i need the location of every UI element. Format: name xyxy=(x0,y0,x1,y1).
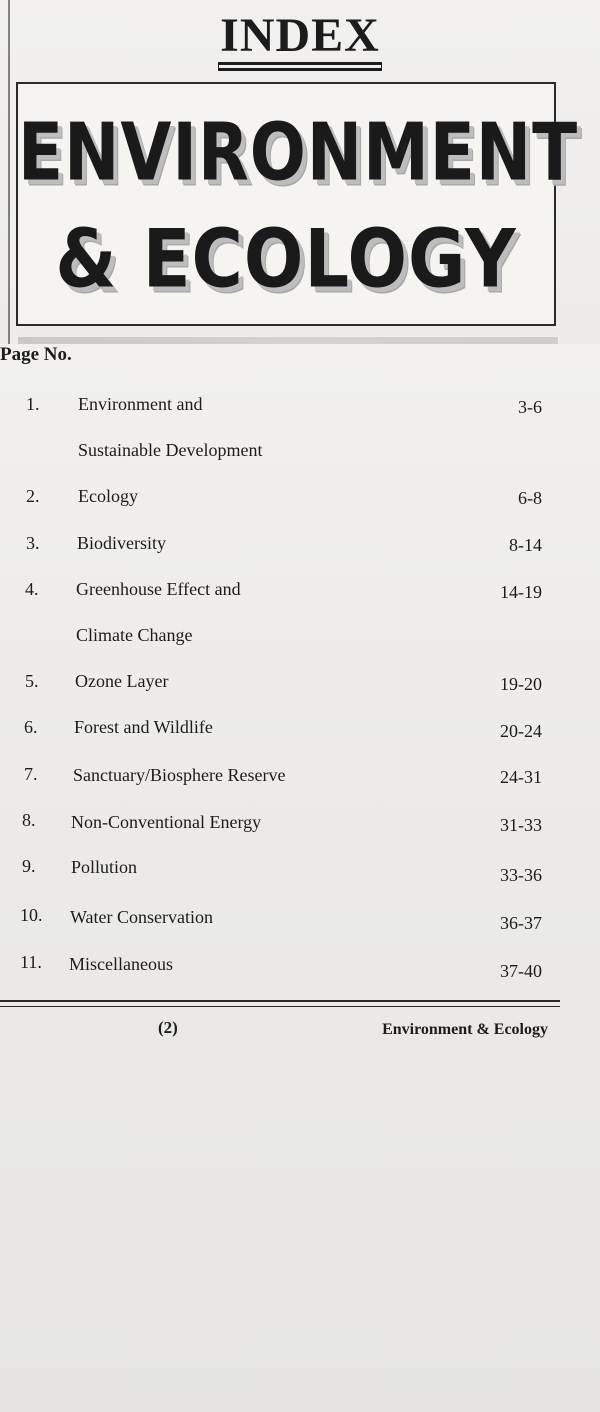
chapter-pages: 8-14 xyxy=(509,535,542,555)
title-line-2: & ECOLOGY xyxy=(55,211,517,307)
chapter-title: Non-Conventional Energy xyxy=(71,812,262,832)
chapter-number: 4. xyxy=(25,579,39,599)
chapter-pages: 19-20 xyxy=(500,674,542,694)
column-header-page: Page No. xyxy=(0,344,600,1412)
chapter-pages: 14-19 xyxy=(500,582,542,602)
chapter-pages: 37-40 xyxy=(500,961,542,981)
chapter-pages: 20-24 xyxy=(500,721,542,741)
chapter-title: Miscellaneous xyxy=(69,954,173,974)
chapter-pages: 3-6 xyxy=(518,397,542,417)
chapter-pages: 24-31 xyxy=(500,767,542,787)
chapter-number: 1. xyxy=(26,394,40,414)
title-line-1: ENVIRONMENT xyxy=(18,106,579,199)
chapter-number: 9. xyxy=(22,856,36,876)
chapter-title: Water Conservation xyxy=(70,907,214,927)
chapter-number: 6. xyxy=(24,717,38,737)
chapter-number: 8. xyxy=(22,810,36,830)
chapter-title-continued: Climate Change xyxy=(76,625,193,645)
chapter-pages: 36-37 xyxy=(500,913,542,933)
chapter-number: 10. xyxy=(20,905,43,925)
chapter-title: Biodiversity xyxy=(77,533,166,553)
chapter-number: 7. xyxy=(24,764,38,784)
chapter-title: Sanctuary/Biosphere Reserve xyxy=(73,765,286,785)
index-heading-text: INDEX xyxy=(218,9,382,65)
chapter-pages: 33-36 xyxy=(500,865,542,885)
chapter-title: Ozone Layer xyxy=(75,671,169,691)
footer-rule xyxy=(0,1000,560,1002)
chapter-title: Ecology xyxy=(78,486,138,506)
chapter-number: 2. xyxy=(26,486,40,506)
chapter-number: 5. xyxy=(25,671,39,691)
chapter-number: 11. xyxy=(20,952,42,972)
page-number: (2) xyxy=(158,1018,178,1037)
chapter-title: Environment and xyxy=(78,394,203,414)
chapter-title: Greenhouse Effect and xyxy=(76,579,241,599)
chapter-title-continued: Sustainable Development xyxy=(78,440,263,460)
chapter-pages: 6-8 xyxy=(518,488,542,508)
chapter-pages: 31-33 xyxy=(500,815,542,835)
running-footer-title: Environment & Ecology xyxy=(382,1021,548,1038)
title-box xyxy=(16,82,579,326)
chapter-number: 3. xyxy=(26,533,40,553)
chapter-title: Forest and Wildlife xyxy=(74,717,213,737)
index-heading xyxy=(0,9,600,62)
chapter-title: Pollution xyxy=(71,857,138,877)
footer-rule-thin xyxy=(0,1006,560,1007)
